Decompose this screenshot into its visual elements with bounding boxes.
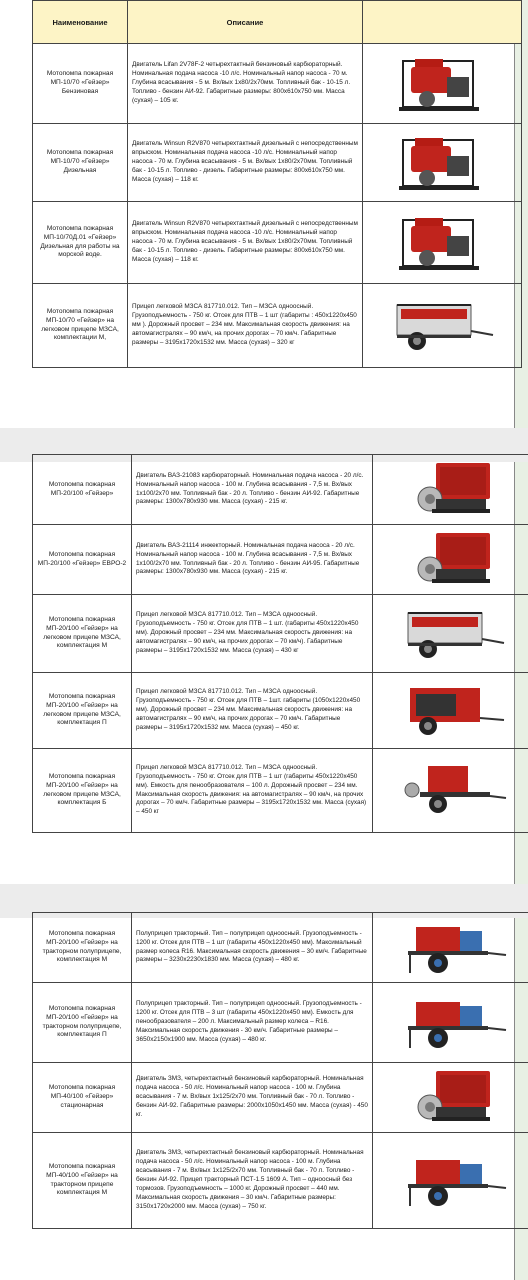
pump-in-frame-illustration xyxy=(397,212,487,274)
table-row xyxy=(33,913,528,983)
product-image xyxy=(373,913,528,983)
product-image xyxy=(373,1063,528,1133)
product-description: Двигатель Lifan 2V78F-2 четырехтактный бензиновый карбюраторный. Номинальная подача насоса -10 л/с. Номинальный напор насоса - 70 м. Глубина всасывания - 5 м. Вх/вых 1х80/2х70мм. Топливный бак - 10-15 л. Топливо - бензин АИ-92. Габаритные размеры: 800х610х750 мм. Масса (сухая) – 105 кг. xyxy=(128,44,363,124)
product-name: Мотопомпа пожарная МП-10/70 «Гейзер» Бензиновая xyxy=(33,44,128,124)
table-row xyxy=(33,983,528,1063)
product-image xyxy=(373,595,528,673)
pump-in-frame-illustration xyxy=(397,53,487,115)
product-image xyxy=(363,202,522,284)
product-name: Мотопомпа пожарная МП-20/100 «Гейзер» на легковом прицепе МЗСА, комплектация Б xyxy=(33,749,132,833)
trailer-open-illustration xyxy=(398,680,508,742)
column-header-name: Наименование xyxy=(33,1,128,44)
product-description: Прицеп легковой МЗСА 817710.012. Тип – МЗСА одноосный. Грузоподъемность - 750 кг. Отсек для ПТВ – 1 шт. (габариты 450х1220х450 мм). Дорожный просвет – 234 мм. Максимальная скорость движения: на автомагистралях – 90 км/ч, на прочих дорогах – 70 км/ч). Габаритные размеры – 3195х1720х1532 мм. Масса (сухая) – 430 кг xyxy=(132,595,373,673)
table-row xyxy=(33,673,528,749)
product-description: Прицеп легковой МЗСА 817710.012. Тип – МЗСА одноосный. Грузоподъемность - 750 кг. Отсек для ПТВ – 1 шт (габариты : 450х1220х450 мм ). Дорожный просвет – 234 мм. Максимальная скорость движения: на автомагистралях – 90 км/ч, на прочих дорогах – 70 км/ч. Габаритные размеры – 3195х1720х1532 мм. Масса (сухая) – 320 кг xyxy=(128,284,363,368)
product-name: Мотопомпа пожарная МП-10/70 «Гейзер» Дизельная xyxy=(33,124,128,202)
product-name: Мотопомпа пожарная МП-10/70Д.01 «Гейзер» Дизельная для работы на морской воде. xyxy=(33,202,128,284)
table-row xyxy=(33,44,522,124)
product-description: Полуприцеп тракторный. Тип – полуприцеп одноосный. Грузоподъемность - 1200 кг. Отсек для ПТВ – 1 шт (габариты 450х1220х450 мм). Максимальный размер колеса R16. Максимальная скорость движения – 30 км/ч. Габаритные размеры – 3230х2230х1830 мм. Масса (сухая) – 480 кг. xyxy=(132,913,373,983)
table-row xyxy=(33,284,522,368)
product-description: Полуприцеп тракторный. Тип – полуприцеп одноосный. Грузоподъемность - 1200 кг. Отсек для ПТВ – 3 шт (габариты 450х1220х450 мм). Емкость для пенообразователя – 200 л. Максимальный размер колеса – R16. Максимальная скорость движения - 30 км/ч. Габаритные размеры – 3650х2150х1900 мм. Масса (сухая) – 480 кг. xyxy=(132,983,373,1063)
tractor-trailer-illustration xyxy=(398,1150,508,1212)
product-name: Мотопомпа пожарная МП-20/100 «Гейзер» на легковом прицепе МЗСА, комплектация П xyxy=(33,673,132,749)
product-image xyxy=(363,44,522,124)
pump-box-illustration xyxy=(408,459,498,521)
product-name: Мотопомпа пожарная МП-20/100 «Гейзер» xyxy=(33,455,132,525)
product-description: Двигатель Winsun R2V870 четырехтактный дизельный с непосредственным впрыском. Номинальная подача насоса -10 л/с. Номинальный напор насоса - 70 м. Глубина всасывания - 5 м. Вх/вых 1х80/2х70мм. Топливный бак - 10-15 л. Топливо - дизель. Габаритные размеры: 800х610х750 мм. Масса (сухая) – 118 кг. xyxy=(128,202,363,284)
product-image xyxy=(373,525,528,595)
product-name: Мотопомпа пожарная МП-20/100 «Гейзер» ЕВРО-2 xyxy=(33,525,132,595)
product-table-3 xyxy=(32,912,528,1229)
product-name: Мотопомпа пожарная МП-20/100 «Гейзер» на тракторном полуприцепе, комплектация П xyxy=(33,983,132,1063)
product-image xyxy=(373,1133,528,1229)
pump-box-illustration xyxy=(408,529,498,591)
table-row xyxy=(33,202,522,284)
product-description: Двигатель ВАЗ-21114 инжекторный. Номинальная подача насоса - 20 л/с. Номинальный напор насоса - 100 м. Глубина всасывания - 7,5 м. Вх/вых 1х100/2х70 мм. Топливный бак - 20 л. Топливо - бензин АИ-95. Габаритные размеры: 1300х780х930 мм. Масса (сухая) - 215 кг. xyxy=(132,525,373,595)
table-row xyxy=(33,525,528,595)
product-table-1 xyxy=(32,0,522,368)
product-image xyxy=(363,284,522,368)
product-description: Прицеп легковой МЗСА 817710.012. Тип – МЗСА одноосный. Грузоподъемность - 750 кг. Отсек для ПТВ – 1шт. габариты (1050х1220х450 мм). Дорожный просвет – 234 мм. Максимальная скорость движения: на автомагистралях – 90 км/ч, на прочих дорогах – 70 км/ч. Габаритные размеры – 3195х1720х1532 мм. Масса (сухая) – 450 кг. xyxy=(132,673,373,749)
trailer-flat-illustration xyxy=(398,760,508,822)
trailer-illustration xyxy=(387,295,497,357)
product-description: Прицеп легковой МЗСА 817710.012. Тип – МЗСА одноосный. Грузоподъемность - 750 кг. Отсек для ПТВ – 1 шт (габариты 450х1220х450 мм). Емкость для пенообразователя – 100 л. Дорожный просвет – 234 мм. Максимальная скорость движения: на автомагистралях – 90 км/ч, на прочих дорогах – 70 км/ч. Габаритные размеры – 3195х1720х1532 мм. Масса (сухая) – 450 кг xyxy=(132,749,373,833)
product-description: Двигатель ВАЗ-21083 карбюраторный. Номинальная подача насоса - 20 л/с. Номинальный напор насоса - 100 м. Глубина всасывания - 7,5 м. Вх/вых 1х100/2х70 мм. Топливный бак - 20 л. Топливо - бензин АИ-92. Габаритные размеры: 1300х780х930 мм. Масса (сухая) - 215 кг. xyxy=(132,455,373,525)
product-name: Мотопомпа пожарная МП-40/100 «Гейзер» на тракторном прицепе комплектация М xyxy=(33,1133,132,1229)
tractor-trailer-illustration xyxy=(398,992,508,1054)
table-row xyxy=(33,455,528,525)
trailer-illustration xyxy=(398,603,508,665)
pump-in-frame-illustration xyxy=(397,132,487,194)
product-image xyxy=(373,749,528,833)
product-description: Двигатель Winsun R2V870 четырехтактный дизельный с непосредственным впрыском. Номинальная подача насоса -10 л/с. Номинальный напор насоса - 70 м. Глубина всасывания - 5 м. Вх/вых 1х80/2х70мм. Топливный бак - 10-15 л. Топливо - дизель. Габаритные размеры: 800х610х750 мм. Масса (сухая) – 118 кг. xyxy=(128,124,363,202)
pump-box-illustration xyxy=(408,1067,498,1129)
column-header-description: Описание xyxy=(128,1,363,44)
table-row xyxy=(33,595,528,673)
product-description: Двигатель ЗМЗ, четырехтактный бензиновый карбюраторный. Номинальная подача насоса - 50 л/с. Номинальный напор насоса - 100 м. Глубина всасывания - 7 м. Вх/вых 1х125/2х70 мм. Топливный бак - 70 л. Топливо - бензин АИ-92. Габаритные размеры: 2000х1050х1450 мм. Масса (сухая) - 450 кг. xyxy=(132,1063,373,1133)
table-header xyxy=(33,1,522,44)
product-description: Двигатель ЗМЗ, четырехтактный бензиновый карбюраторный. Номинальная подача насоса - 50 л/с. Номинальный напор насоса - 100 м. Глубина всасывания - 7 м. Вх/вых 1х125/2х70 мм. Топливный бак - 70 л. Топливо - бензин АИ-92. Прицеп тракторный ПСТ-1.5 1609 А. Тип – одноосный без тормозов. Грузоподъемность – 1000 кг. Дорожный просвет – 440 мм. Максимальная скорость движения – 30 км/ч. Габаритные размеры: 3150х1720х2000 мм. Масса (сухая) – 750 кг. xyxy=(132,1133,373,1229)
product-image xyxy=(363,124,522,202)
product-name: Мотопомпа пожарная МП-20/100 «Гейзер» на легковом прицепе МЗСА, комплектация М xyxy=(33,595,132,673)
product-image xyxy=(373,983,528,1063)
product-image xyxy=(373,673,528,749)
table-row xyxy=(33,124,522,202)
table-row xyxy=(33,749,528,833)
product-name: Мотопомпа пожарная МП-20/100 «Гейзер» на тракторном полуприцепе, комплектация М xyxy=(33,913,132,983)
product-name: Мотопомпа пожарная МП-40/100 «Гейзер» стационарная xyxy=(33,1063,132,1133)
table-row xyxy=(33,1063,528,1133)
column-header-image xyxy=(363,1,522,44)
product-name: Мотопомпа пожарная МП-10/70 «Гейзер» на легковом прицепе МЗСА, комплектации М, xyxy=(33,284,128,368)
product-image xyxy=(373,455,528,525)
product-table-2 xyxy=(32,454,528,833)
tractor-trailer-illustration xyxy=(398,917,508,979)
table-row xyxy=(33,1133,528,1229)
